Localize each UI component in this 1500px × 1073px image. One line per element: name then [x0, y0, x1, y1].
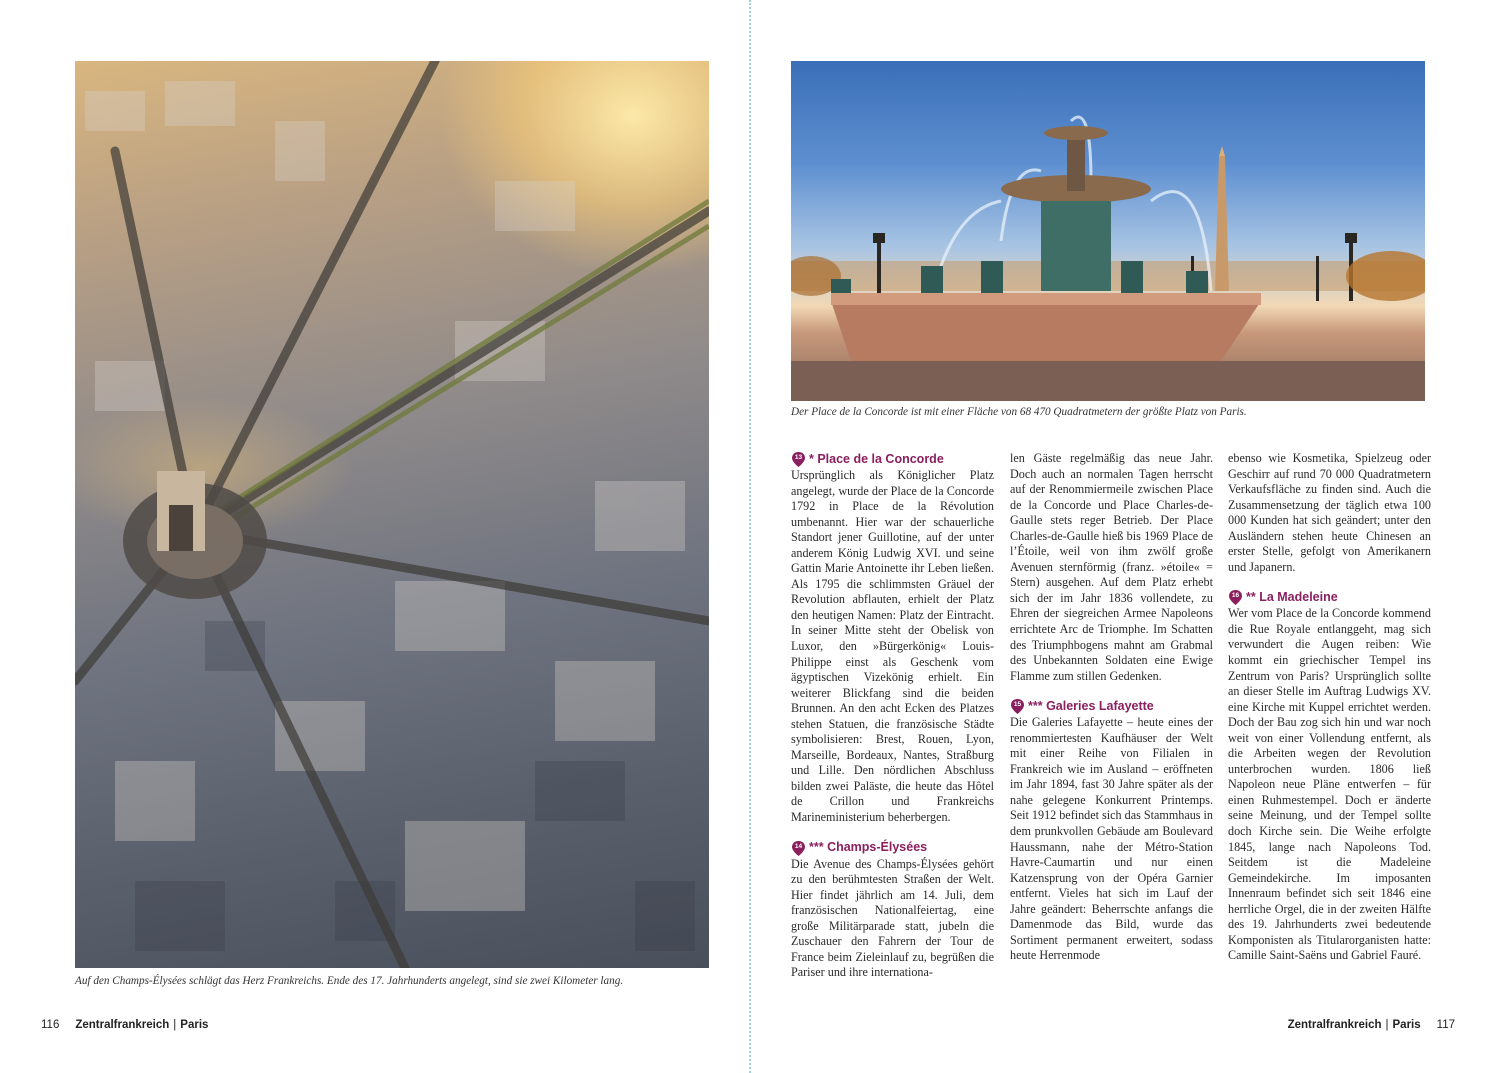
footer-section: Zentralfrankreich — [75, 1019, 170, 1031]
entry-title: ** La Madeleine — [1246, 590, 1338, 605]
map-pin-icon: 16 — [1228, 590, 1243, 605]
map-pin-icon: 14 — [791, 841, 806, 856]
aerial-illustration — [75, 61, 709, 968]
right-page — [751, 0, 1500, 1073]
photo-caption: Der Place de la Concorde ist mit einer Fläche von 68 470 Quadratmetern der größte Platz von Paris. — [791, 406, 1247, 418]
photo-aerial-paris — [75, 61, 709, 968]
entry-heading-champs-elysees — [791, 840, 994, 857]
entry-body: Die Galeries Lafayette – heute eines der renommiertesten Kaufhäuser der Welt mit einer Reihe von Filialen in Frankreich wie im Ausland – eröffneten im Jahr 1894, fast 30 Jahre später als der nahe gelegene Konkurrent Printemps. Seit 1912 befindet sich das Stammhaus in dem prunkvollen Gebäude am Boulevard Haussmann, nahe der Métro-Station Havre-Caumartin und nur einen Katzensprung von der Opéra Garnier entfernt. Vieles hat sich im Lauf der Jahre geändert: Beherrschte anfangs die Damenmode das Bild, wurde das Sortiment permanent erweitert, sodass heute Herrenmode — [1010, 715, 1213, 963]
entry-title: *** Galeries Lafayette — [1028, 698, 1154, 713]
left-page — [0, 0, 749, 1073]
page-footer — [1288, 1019, 1455, 1031]
footer-subsection: Paris — [180, 1019, 209, 1031]
entry-heading-la-madeleine — [1228, 589, 1431, 606]
page-number: 116 — [41, 1019, 60, 1031]
photo-caption: Auf den Champs-Élysées schlägt das Herz Frankreichs. Ende des 17. Jahrhunderts angelegt, sind sie zwei Kilometer lang. — [75, 975, 624, 987]
fountain-illustration — [791, 61, 1425, 401]
map-pin-icon: 15 — [1010, 699, 1025, 714]
entry-heading-galeries-lafayette — [1010, 698, 1213, 715]
footer-separator: | — [173, 1019, 177, 1031]
footer-separator: | — [1385, 1019, 1389, 1031]
page-number: 117 — [1436, 1019, 1455, 1031]
entry-title: *** Champs-Élysées — [809, 840, 928, 855]
footer-subsection: Paris — [1392, 1019, 1421, 1031]
text-column-2 — [1010, 451, 1213, 964]
entry-body-continued: len Gäste regelmäßig das neue Jahr. Doch auch an normalen Tagen herrscht auf der Renommiermeile zwischen Place de la Concorde und Place Charles-de-Gaulle stets reger Betrieb. Der Place Charles-de-Gaulle hieß bis 1969 Place de l’Étoile, weil von ihm zwölf große Avenuen sternförmig (franz. »étoile« = Stern) ausgehen. Auf dem Platz erhebt sich der im Jahr 1836 vollendete, zu Ehren der siegreichen Armee Napoleons errichtete Arc de Triomphe. Im Schatten des Triumphbogens mahnt am Grabmal des Unbekannten Soldaten eine Ewige Flamme zum stillen Gedenken. — [1010, 451, 1213, 683]
entry-body: Wer vom Place de la Concorde kommend die Rue Royale entlanggeht, mag sich verwundert die Augen reiben: Wie kommt ein griechischer Tempel ins Zentrum von Paris? Ursprünglich sollte an dieser Stelle im Auftrag Ludwigs XV. eine Kirche mit Kuppel errichtet werden. Doch der Bau zog sich hin und war noch weit von einer Vollendung entfernt, als die Arbeiten wegen der Revolution unterbrochen wurden. 1806 ließ Napoleon neue Pläne entwerfen – für einen Ruhmestempel. Doch er änderte seine Meinung, und der Tempel sollte doch Kirche sein. Die Weihe erfolgte 1845, lange nach Napoleons Tod. Seitdem ist die Madeleine Gemeindekirche. Im imposanten Innenraum befindet sich seit 1846 eine herrliche Orgel, die in der zweiten Hälfte des 19. Jahrhunderts zwei bedeutende Komponisten als Titularorganisten hatte: Camille Saint-Saëns und Gabriel Fauré. — [1228, 606, 1431, 963]
map-pin-icon: 13 — [791, 452, 806, 467]
text-column-3 — [1228, 451, 1431, 964]
page-footer — [41, 1019, 208, 1031]
footer-section: Zentralfrankreich — [1287, 1019, 1382, 1031]
photo-place-de-la-concorde — [791, 61, 1425, 401]
entry-body: Die Avenue des Champs-Élysées gehört zu den berühmtesten Straßen der Welt. Hier findet jährlich am 14. Juli, dem französischen Nationalfeiertag, eine große Militärparade statt, jubeln die Zuschauer den Fahrern der Tour de France beim Zieleinlauf zu, begrüßen die Pariser und ihre internationa- — [791, 856, 994, 980]
entry-title: * Place de la Concorde — [809, 451, 944, 466]
entry-heading-concorde — [791, 451, 994, 468]
entry-body-continued: ebenso wie Kosmetika, Spielzeug oder Geschirr auf rund 70 000 Quadratmetern Verkaufsfläche zu finden sind. Auch die Zusammensetzung der täglich etwa 100 000 Kunden hat sich geändert; unter den Ausländern stehen heute Chinesen an erster Stelle, gefolgt von Amerikanern und Japanern. — [1228, 451, 1431, 574]
text-column-1 — [791, 451, 994, 981]
entry-body: Ursprünglich als Königlicher Platz angelegt, wurde der Place de la Concorde 1792 in Place de la Révolution umbenannt. Hier war der schauerliche Standort jener Guillotine, auf der unter anderem König Ludwig XVI. und seine Gattin Marie Antoinette ihr Leben ließen. Als 1795 die schlimmsten Gräuel der Revolution abflauten, erhielt der Platz den heutigen Namen: Platz der Eintracht. In seiner Mitte steht der Obelisk von Luxor, den »Bürgerkönig« Louis-Philippe einst als Geschenk vom ägyptischen Vizekönig erhielt. Ein weiterer Blickfang sind die beiden Brunnen. An den acht Ecken des Platzes stehen Statuen, die französische Städte symbolisieren: Brest, Rouen, Lyon, Marseille, Bordeaux, Nantes, Straßburg und Lille. Den nördlichen Abschluss bilden zwei Paläste, die heute das Hôtel de Crillon und Frankreichs Marineministerium beherbergen. — [791, 468, 994, 825]
